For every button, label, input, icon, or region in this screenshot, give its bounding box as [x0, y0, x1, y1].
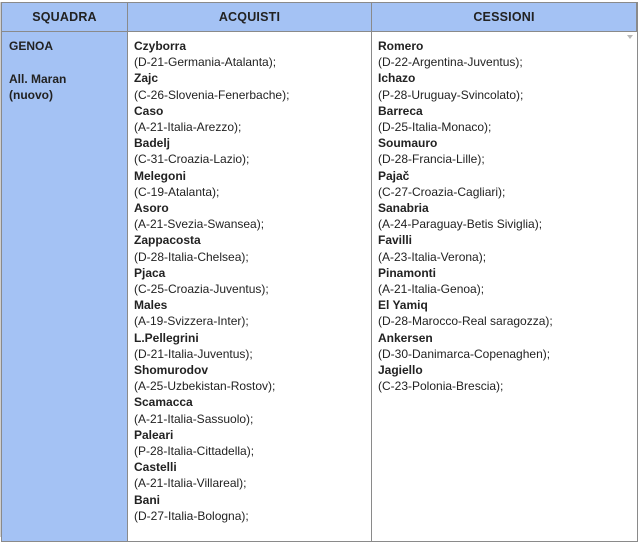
player-info: (A-21-Italia-Arezzo);	[134, 120, 242, 135]
player-name: Paleari	[134, 427, 174, 442]
player-info: (C-31-Croazia-Lazio);	[134, 152, 250, 167]
player-name: Badelj	[134, 136, 171, 151]
cessioni-player	[378, 330, 637, 362]
acquisti-player	[134, 330, 371, 362]
cessioni-player	[378, 200, 637, 232]
player-info: (A-19-Svizzera-Inter);	[134, 314, 249, 329]
player-name: Melegoni	[134, 168, 187, 183]
header-squadra: SQUADRA	[2, 3, 128, 32]
header-acquisti: ACQUISTI	[128, 3, 372, 32]
cessioni-player	[378, 297, 637, 329]
player-name: Barreca	[378, 103, 423, 118]
player-name: Soumauro	[378, 136, 438, 151]
cessioni-player	[378, 265, 637, 297]
cessioni-player	[378, 70, 637, 102]
cessioni-player	[378, 232, 637, 264]
player-name: Zappacosta	[134, 233, 201, 248]
player-info: (D-28-Marocco-Real saragozza);	[378, 314, 553, 329]
player-info: (D-30-Danimarca-Copenaghen);	[378, 346, 551, 361]
player-info: (D-21-Italia-Juventus);	[134, 346, 253, 361]
player-info: (A-24-Paraguay-Betis Siviglia);	[378, 217, 543, 232]
acquisti-player	[134, 135, 371, 167]
player-info: (A-21-Italia-Sassuolo);	[134, 411, 254, 426]
player-info: (D-21-Germania-Atalanta);	[134, 55, 277, 70]
player-name: Pajač	[378, 168, 410, 183]
player-name: Scamacca	[134, 395, 193, 410]
acquisti-player	[134, 297, 371, 329]
acquisti-player	[134, 459, 371, 491]
acquisti-player	[134, 103, 371, 135]
player-info: (A-21-Italia-Genoa);	[378, 282, 485, 297]
coach-status: (nuovo)	[9, 88, 53, 102]
player-name: Sanabria	[378, 201, 429, 216]
player-name: Asoro	[134, 201, 169, 216]
player-name: Czyborra	[134, 39, 187, 53]
acquisti-player	[134, 427, 371, 459]
acquisti-player	[134, 38, 371, 70]
player-name: Pinamonti	[378, 265, 437, 280]
player-name: Castelli	[134, 460, 177, 475]
player-name: Shomurodov	[134, 363, 208, 378]
player-info: (P-28-Italia-Cittadella);	[134, 444, 255, 459]
player-name: Ichazo	[378, 71, 416, 86]
team-name: GENOA	[9, 39, 54, 53]
acquisti-player	[134, 265, 371, 297]
player-info: (C-23-Polonia-Brescia);	[378, 379, 504, 394]
player-info: (D-28-Italia-Chelsea);	[134, 249, 249, 264]
player-info: (A-21-Svezia-Swansea);	[134, 217, 265, 232]
player-name: Favilli	[378, 233, 413, 248]
acquisti-player	[134, 168, 371, 200]
coach-name: All. Maran	[9, 72, 67, 86]
transfer-table	[1, 2, 638, 542]
player-info: (A-25-Uzbekistan-Rostov);	[134, 379, 276, 394]
player-name: Jagiello	[378, 363, 423, 378]
cessioni-player	[378, 38, 637, 70]
cessioni-player	[378, 135, 637, 167]
player-name: Zajc	[134, 71, 159, 86]
player-name: Males	[134, 298, 168, 313]
dropdown-arrow-icon[interactable]	[627, 35, 633, 39]
player-info: (D-25-Italia-Monaco);	[378, 120, 492, 135]
player-info: (C-25-Croazia-Juventus);	[134, 282, 269, 297]
player-info: (C-19-Atalanta);	[134, 184, 220, 199]
acquisti-cell	[128, 32, 372, 541]
acquisti-player	[134, 394, 371, 426]
player-name: Ankersen	[378, 330, 433, 345]
player-info: (D-28-Francia-Lille);	[378, 152, 485, 167]
cessioni-player	[378, 362, 637, 394]
player-name: Romero	[378, 39, 424, 53]
player-name: Bani	[134, 492, 161, 507]
player-info: (C-26-Slovenia-Fenerbache);	[134, 87, 290, 102]
acquisti-player	[134, 492, 371, 524]
acquisti-player	[134, 70, 371, 102]
player-info: (D-22-Argentina-Juventus);	[378, 55, 523, 70]
cessioni-cell[interactable]	[372, 32, 637, 541]
player-name: El Yamiq	[378, 298, 428, 313]
cessioni-player	[378, 103, 637, 135]
player-name: L.Pellegrini	[134, 330, 199, 345]
acquisti-player	[134, 200, 371, 232]
player-info: (D-27-Italia-Bologna);	[134, 508, 249, 523]
player-name: Caso	[134, 103, 164, 118]
acquisti-player	[134, 362, 371, 394]
player-info: (C-27-Croazia-Cagliari);	[378, 184, 506, 199]
team-cell	[2, 32, 128, 541]
player-info: (P-28-Uruguay-Svincolato);	[378, 87, 524, 102]
acquisti-player	[134, 232, 371, 264]
player-info: (A-23-Italia-Verona);	[378, 249, 487, 264]
cessioni-player	[378, 168, 637, 200]
header-cessioni: CESSIONI	[372, 3, 637, 32]
player-info: (A-21-Italia-Villareal);	[134, 476, 247, 491]
player-name: Pjaca	[134, 265, 166, 280]
